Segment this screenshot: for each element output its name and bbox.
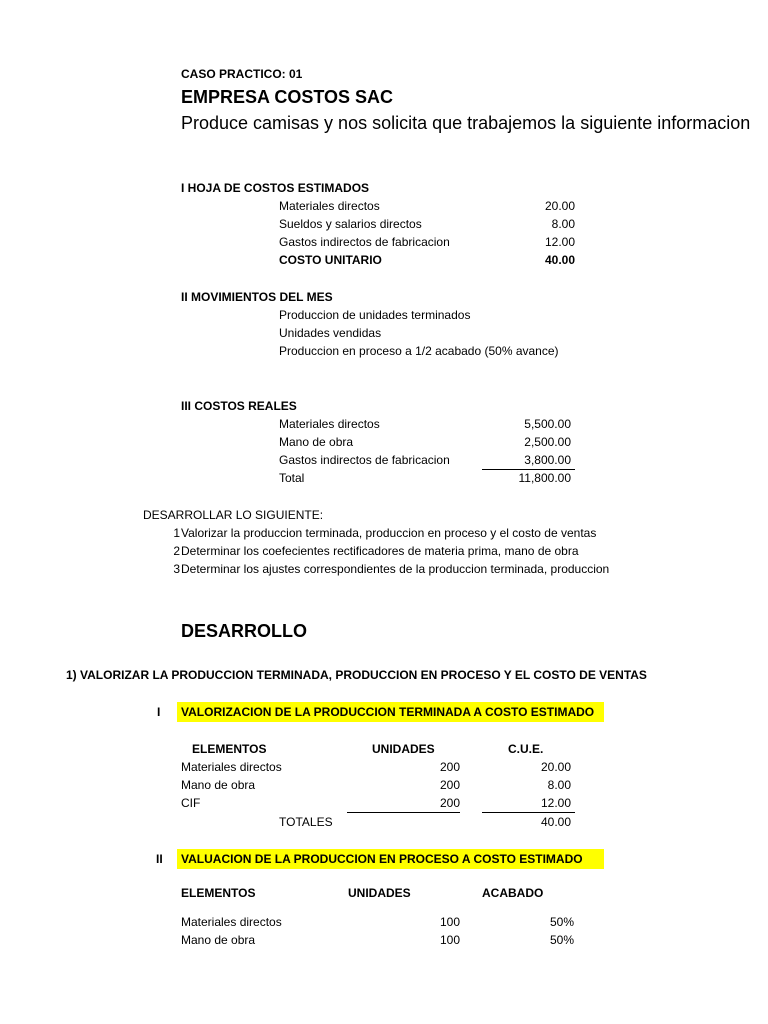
task-text: Determinar los coefecientes rectificadores de materia prima, mano de obra [181, 544, 579, 558]
table-row-cue: 8.00 [547, 778, 571, 792]
task-number: 3 [173, 562, 180, 576]
table-row-units: 100 [439, 933, 460, 947]
estimados-value: 20.00 [544, 199, 575, 213]
company-title: EMPRESA COSTOS SAC [181, 87, 394, 107]
table-ii-header-unidades: UNIDADES [348, 886, 411, 900]
table-row-cue: 12.00 [540, 796, 571, 810]
table-row-label: Materiales directos [181, 915, 282, 929]
reales-label: Mano de obra [279, 435, 354, 449]
table-i-total-label: TOTALES [279, 815, 333, 829]
estimados-value: 12.00 [544, 235, 575, 249]
table-i-header-unidades: UNIDADES [372, 742, 435, 756]
table-i-total-value: 40.00 [540, 815, 571, 829]
table-row-units: 100 [439, 915, 460, 929]
reales-value: 5,500.00 [524, 417, 571, 431]
table-row-units: 200 [439, 778, 460, 792]
estimados-value: 8.00 [551, 217, 575, 231]
table-row-acabado: 50% [549, 933, 574, 947]
table-row-units: 200 [439, 796, 460, 810]
costo-unitario-label: COSTO UNITARIO [279, 253, 382, 267]
task-number: 2 [173, 544, 180, 558]
table-row-cue: 20.00 [540, 760, 571, 774]
estimados-label: Materiales directos [279, 199, 380, 213]
reales-value: 2,500.00 [524, 435, 571, 449]
movimientos-title: II MOVIMIENTOS DEL MES [181, 290, 333, 304]
reales-value: 3,800.00 [524, 453, 571, 467]
desarrollo-title: DESARROLLO [181, 621, 307, 641]
movimientos-item: Produccion de unidades terminados [279, 308, 471, 322]
table-ii-header-elementos: ELEMENTOS [181, 886, 256, 900]
estimados-title: I HOJA DE COSTOS ESTIMADOS [181, 181, 370, 195]
table-row-label: Mano de obra [181, 778, 256, 792]
reales-total-label: Total [279, 471, 305, 485]
estimados-label: Sueldos y salarios directos [279, 217, 422, 231]
table-row-label: CIF [181, 796, 201, 810]
sum-rule [347, 812, 460, 813]
table-i-number: I [157, 705, 161, 719]
table-i-title: VALORIZACION DE LA PRODUCCION TERMINADA A COSTO ESTIMADO [177, 702, 604, 722]
reales-label: Gastos indirectos de fabricacion [279, 453, 450, 467]
table-i-header-cue: C.U.E. [508, 742, 544, 756]
sum-rule [482, 812, 575, 813]
table-row-units: 200 [439, 760, 460, 774]
reales-label: Materiales directos [279, 417, 380, 431]
table-row-acabado: 50% [549, 915, 574, 929]
tasks-title: DESARROLLAR LO SIGUIENTE: [143, 508, 324, 522]
movimientos-item: Unidades vendidas [279, 326, 382, 340]
table-row-label: Materiales directos [181, 760, 282, 774]
movimientos-item: Produccion en proceso a 1/2 acabado (50% avance) [279, 344, 559, 358]
task-text: Valorizar la produccion terminada, produccion en proceso y el costo de ventas [181, 526, 597, 540]
costo-unitario-value: 40.00 [544, 253, 575, 267]
case-label: CASO PRACTICO: 01 [181, 67, 303, 81]
estimados-label: Gastos indirectos de fabricacion [279, 235, 450, 249]
table-ii-number: II [156, 852, 163, 866]
intro-text: Produce camisas y nos solicita que trabajemos la siguiente informacion [181, 113, 751, 133]
table-ii-header-acabado: ACABADO [482, 886, 544, 900]
task-text: Determinar los ajustes correspondientes de la produccion terminada, produccion [181, 562, 610, 576]
reales-total-value: 11,800.00 [518, 471, 571, 485]
task-number: 1 [173, 526, 180, 540]
table-i-header-elementos: ELEMENTOS [192, 742, 267, 756]
section-1-title: 1) VALORIZAR LA PRODUCCION TERMINADA, PRODUCCION EN PROCESO Y EL COSTO DE VENTAS [66, 668, 647, 682]
table-row-label: Mano de obra [181, 933, 256, 947]
table-ii-title: VALUACION DE LA PRODUCCION EN PROCESO A COSTO ESTIMADO [177, 849, 604, 869]
reales-title: III COSTOS REALES [181, 399, 297, 413]
